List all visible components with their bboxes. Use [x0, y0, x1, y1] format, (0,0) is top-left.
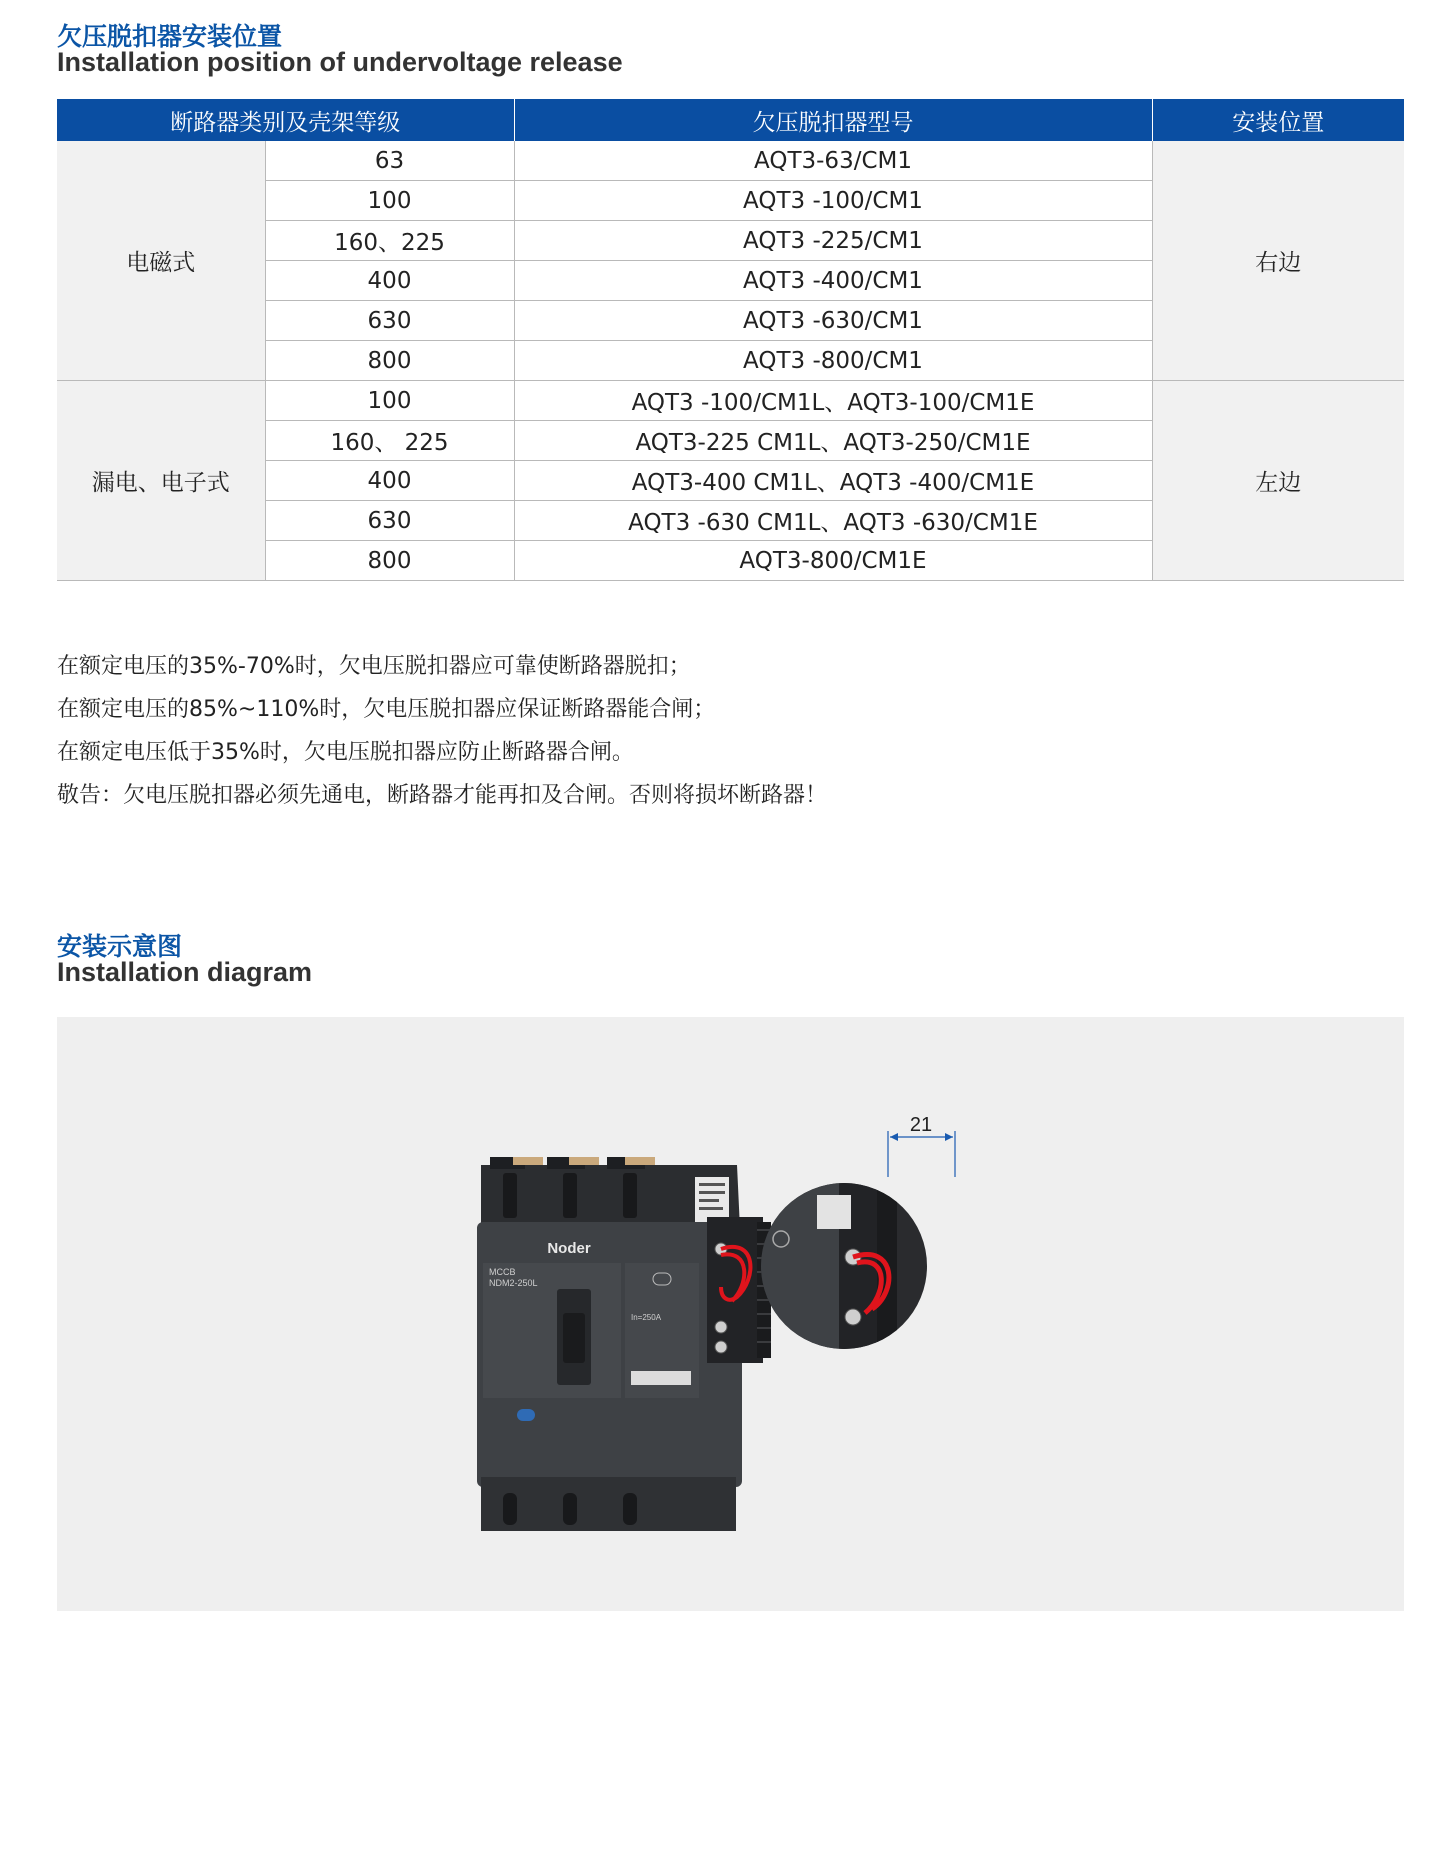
frame-cell: 160、225 — [265, 221, 514, 261]
category-cell: 电磁式 — [57, 141, 265, 381]
model-cell: AQT3 -630 CM1L、AQT3 -630/CM1E — [514, 501, 1152, 541]
installation-diagram — [57, 1017, 1404, 1611]
model-cell: AQT3-63/CM1 — [514, 141, 1152, 181]
frame-cell: 100 — [265, 381, 514, 421]
rating-text: In=250A — [631, 1313, 662, 1322]
model-cell: AQT3 -100/CM1L、AQT3-100/CM1E — [514, 381, 1152, 421]
label-model: NDM2-250L — [489, 1278, 538, 1288]
section2-title-cn: 安装示意图 — [57, 932, 183, 961]
notes-list — [57, 645, 827, 817]
frame-cell: 800 — [265, 341, 514, 381]
undervoltage-release-module — [707, 1217, 771, 1363]
frame-cell: 160、 225 — [265, 421, 514, 461]
table-row — [57, 381, 1404, 421]
frame-cell: 800 — [265, 541, 514, 581]
category-cell: 漏电、电子式 — [57, 381, 265, 581]
model-cell: AQT3-225 CM1L、AQT3-250/CM1E — [514, 421, 1152, 461]
header-release-model: 欠压脱扣器型号 — [514, 99, 1152, 141]
note-item: 在额定电压的35%-70%时，欠电压脱扣器应可靠使断路器脱扣； — [57, 654, 691, 679]
dimension-annotation — [888, 1114, 955, 1177]
frame-cell: 630 — [265, 501, 514, 541]
zoom-detail-circle — [757, 1183, 927, 1353]
position-cell: 左边 — [1152, 381, 1404, 581]
header-breaker-type: 断路器类别及壳架等级 — [57, 99, 514, 141]
header-install-position: 安装位置 — [1152, 99, 1404, 141]
model-cell: AQT3 -400/CM1 — [514, 261, 1152, 301]
brand-logo: Noder — [547, 1240, 591, 1257]
section-title-cn: 欠压脱扣器安装位置 — [57, 22, 283, 51]
section2-title-en: Installation diagram — [57, 957, 313, 987]
model-cell: AQT3-800/CM1E — [514, 541, 1152, 581]
dimension-label: 21 — [909, 1114, 933, 1136]
model-cell: AQT3 -630/CM1 — [514, 301, 1152, 341]
note-item: 在额定电压低于35%时，欠电压脱扣器应防止断路器合闸。 — [57, 740, 634, 765]
model-cell: AQT3-400 CM1L、AQT3 -400/CM1E — [514, 461, 1152, 501]
circuit-breaker — [477, 1157, 742, 1531]
frame-cell: 400 — [265, 461, 514, 501]
model-cell: AQT3 -800/CM1 — [514, 341, 1152, 381]
position-cell: 右边 — [1152, 141, 1404, 381]
table-header-row — [57, 99, 1404, 141]
model-cell: AQT3 -225/CM1 — [514, 221, 1152, 261]
undervoltage-release-table — [57, 99, 1404, 581]
table-row — [57, 141, 1404, 181]
frame-cell: 630 — [265, 301, 514, 341]
note-item: 敬告：欠电压脱扣器必须先通电，断路器才能再扣及合闸。否则将损坏断路器！ — [57, 783, 828, 808]
label-type: MCCB — [489, 1267, 516, 1277]
frame-cell: 400 — [265, 261, 514, 301]
frame-cell: 100 — [265, 181, 514, 221]
frame-cell: 63 — [265, 141, 514, 181]
section-title-en: Installation position of undervoltage release — [57, 47, 623, 77]
installation-diagram-panel — [57, 1017, 1404, 1611]
model-cell: AQT3 -100/CM1 — [514, 181, 1152, 221]
note-item: 在额定电压的85%~110%时，欠电压脱扣器应保证断路器能合闸； — [57, 697, 716, 722]
